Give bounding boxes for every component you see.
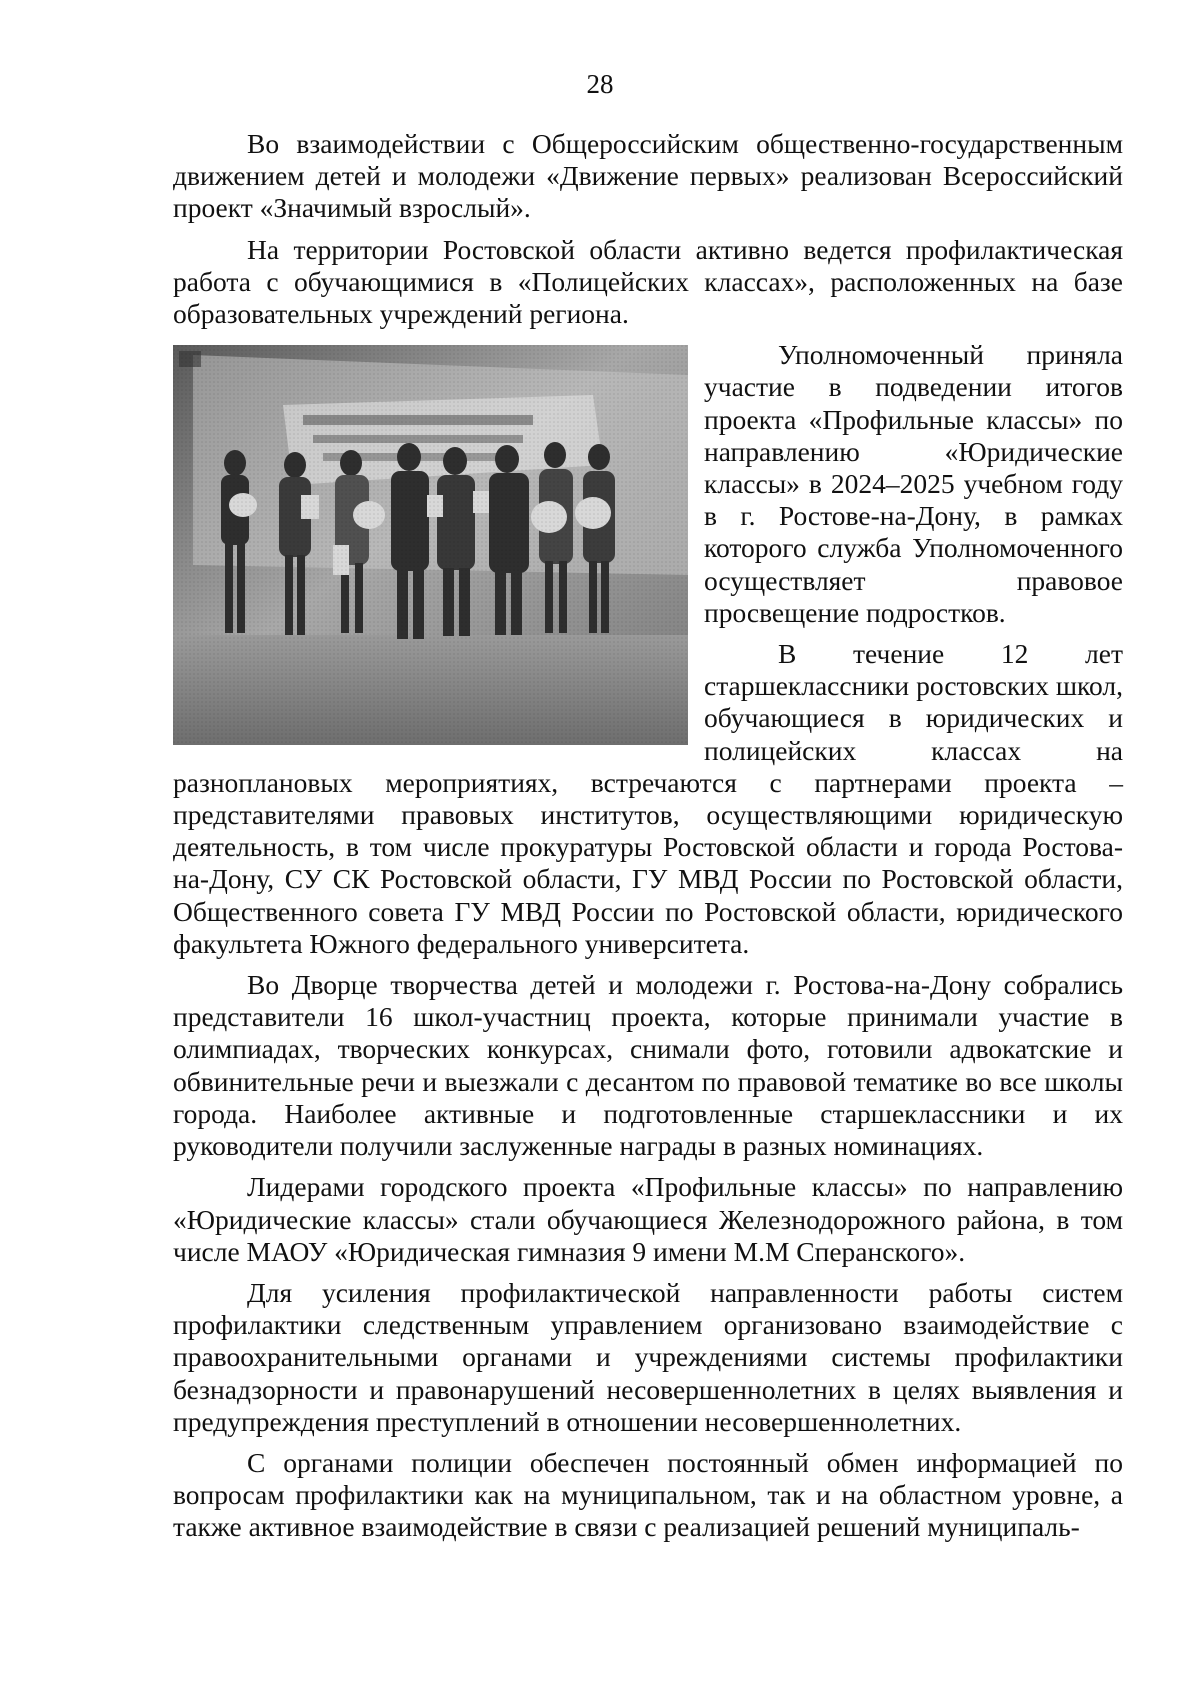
- paragraph-4: В течение 12 лет старшеклассники ростовских школ, обучающиеся в юридических и полицейских классах на разноплановых мероприятиях, встречаются с партнерами проекта – представителями правовых институтов, осуществляющими юридическую деятельность, в том числе прокуратуры Ростовской области и города Ростова-на-Дону, СУ СК Ростовской области, ГУ МВД России по Ростовской области, Общественного совета ГУ МВД России по Ростовской области, юридического факультета Южного федерального университета.: [173, 638, 1123, 959]
- paragraph-6: Лидерами городского проекта «Профильные классы» по направлению «Юридические классы» стали обучающиеся Железнодорожного района, в том числе МАОУ «Юридическая гимназия 9 имени М.М Сперанского».: [173, 1171, 1123, 1267]
- paragraph-8: С органами полиции обеспечен постоянный обмен информацией по вопросам профилактики как на муниципальном, так и на областном уровне, а также активное взаимодействие в связи с реализацией решений муниципаль-: [173, 1446, 1123, 1543]
- photo-graphic: [173, 345, 688, 745]
- paragraph-2: На территории Ростовской области активно ведется профилактическая работа с обучающимися в «Полицейских классах», расположенных на базе образовательных учреждений региона.: [173, 233, 1123, 330]
- paragraph-3: [173, 339, 1123, 629]
- paragraph-1: Во взаимодействии с Общероссийским общественно-государственным движением детей и молодежи «Движение первых» реализован Всероссийский проект «Значимый взрослый».: [173, 128, 1123, 224]
- paragraph-3-text: Уполномоченный приняла участие в подведении итогов проекта «Профильные классы» по направлению «Юридические классы» в 2024–2025 учебном году в г. Ростове-на-Дону, в рамках которого служба Уполномоченного осуществляет правовое просвещение подростков.: [704, 339, 1123, 628]
- document-body: [173, 128, 1123, 1553]
- paragraph-7: Для усиления профилактической направленности работы систем профилактики следственным управлением организовано взаимодействие с правоохранительными органами и учреждениями системы профилактики безнадзорности и правонарушений несовершеннолетних в целях выявления и предупреждения преступлений в отношении несовершеннолетних.: [173, 1276, 1123, 1437]
- award-ceremony-photo: [173, 345, 688, 745]
- page-number: 28: [586, 69, 614, 99]
- paragraph-5: Во Дворце творчества детей и молодежи г. Ростова-на-Дону собрались представители 16 школ-участниц проекта, которые принимали участие в олимпиадах, творческих конкурсах, снимали фото, готовили адвокатские и обвинительные речи и выезжали с десантом по правовой тематике во все школы города. Наиболее активные и подготовленные старшеклассники и их руководители получили заслуженные награды в разных номинациях.: [173, 969, 1123, 1162]
